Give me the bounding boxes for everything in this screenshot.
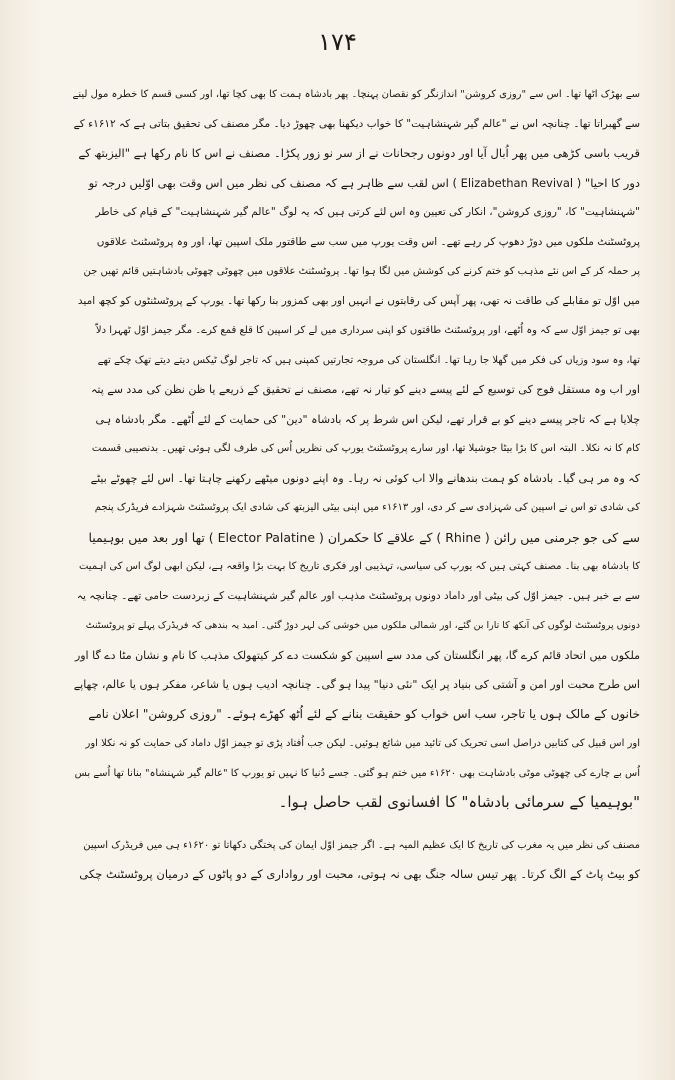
text-line: کی شادی تو اس نے اسپین کی شہزادی سے کر دی، اور ۱۶۱۳ء میں اپنی بیٹی الیزبتھ کی شادی ایک پروٹسٹنٹ شہزادے فریڈرک پنجم: [94, 502, 640, 513]
text-line: میں اوّل تو مقابلے کی طاقت نہ تھی، پھر آپس کی رقابتوں نے انہیں اور بھی کمزور بنا رکھا تھا۔ یورپ کے پروٹسٹنٹوں کو کچھ امید: [77, 294, 640, 307]
text-line: کو بیٹ پاٹ کے الگ کرتا۔ پھر تیس سالہ جنگ بھی نہ ہوتی، محبت اور رواداری کے دو پاٹوں کے درمیان پروٹسٹنٹ چکی: [79, 867, 640, 881]
text-line: اس طرح محبت اور امن و آشتی کی بنیاد پر ایک "نئی دنیا" پیدا ہو گی۔ چنانچہ ادیب ہوں یا شاعر، مفکر ہوں یا عالم، چھاپے: [73, 678, 640, 691]
text-line: سے بے خبر ہیں۔ جیمز اوّل کی بیٹی اور داماد دونوں پروٹسٹنٹ مذہب اور عالم گیر شہنشاہیت کے زبردست حامی تھے۔ چنانچہ یہ: [76, 589, 640, 602]
text-line: تھا، وہ سود وزیاں کی فکر میں گھلا جا رہا تھا۔ انگلستان کی مروجہ تجارتیں کمپنی ہیں کہ تاجر لوگ ٹیکس دیتے دیتے تھک چکے تھے: [97, 354, 640, 366]
page-number: ۱۷۴: [318, 28, 357, 56]
text-line: مصنف کی نظر میں یہ مغرب کی تاریخ کا ایک عظیم المیہ ہے۔ اگر جیمز اوّل ایمان کی پختگی دکھاتا تو ۱۶۲۰ء ہی میں فریڈرک اسپین: [83, 839, 640, 851]
text-line: بھی تو جیمز اوّل سے کہ وہ اُٹھے، اور پروٹسٹنٹ طاقتوں کو اپنی سرداری میں لے کر اسپین کا قلع قمع کرے۔ مگر جیمز اوّل ٹھہرا دلاّ: [95, 325, 640, 336]
text-line: اور اب وہ مستقل فوج کی توسیع کے لئے پیسے دینے کو تیار نہ تھے، مصنف نے تحقیق کے ذریعے یا ظن نظن کی مدد سے پتہ: [90, 383, 640, 396]
text-line: کا بادشاہ بھی بنا۔ مصنف کہتی ہیں کہ یورپ کی سیاسی، تہذیبی اور فکری تاریخ کا بہت بڑا واقعہ ہے، لیکن ابھی لوگ اس کی اہمیت: [78, 561, 640, 572]
text-line: اور اس قبیل کی کتابیں دراصل اسی تحریک کی تائید میں شائع ہوئیں۔ لیکن جب اُفتاد پڑی تو جیمز اوّل داماد کی حمایت کو نہ نکلا اور: [85, 738, 640, 749]
text-line: کہ وہ مر ہی گیا۔ بادشاہ کو ہمت بندھانے والا اب کوئی نہ رہا۔ وہ اپنے دونوں میٹھے رکھنے چاہتا تھا۔ اس لئے چھوٹے بیٹے: [90, 471, 640, 485]
paragraph: [72, 831, 640, 890]
text-line: پر حملہ کر کے اس نئے مذہب کو ختم کرنے کی کوشش میں لگا ہوا تھا۔ پروٹسٹنٹ علاقوں میں چھوٹی چھوٹی بادشاہتیں قائم تھیں جن: [83, 266, 640, 277]
paragraph-gap: [72, 818, 640, 831]
text-line: سے بھڑک اٹھا تھا۔ اس سے "روزی کروشن" اندازنگر کو نقصان پہنچا۔ پھر بادشاہ ہمت کا بھی کچا تھا، اور کسی قسم کا خطرہ مول لینے: [72, 89, 640, 100]
text-line: ملکوں میں اتحاد قائم کرے گا، پھر انگلستان کی مدد سے اسپین کو شکست دے کر کیتھولک مذہب کا نام و نشان مٹا دے گا اور: [74, 648, 640, 662]
text-line: "بوہیمیا کے سرمائی بادشاہ" کا افسانوی لقب حاصل ہوا۔: [278, 793, 640, 811]
text-line: کام کا نہ نکلا۔ البتہ اس کا بڑا بیٹا جوشیلا تھا، اور سارے پروٹسٹنٹ یورپ کی نظریں اُس کی طرف لگی ہوئی تھیں۔ بدنصیبی قسمت: [91, 443, 640, 454]
text-line: اُس بے چارے کی چھوٹی موٹی بادشاہت بھی ۱۶۲۰ء میں ختم ہو گئی۔ جسے دُنیا کا نہیں تو یورپ کا "عالم گیر شہنشاہ" بنانا تھا اُسے بس: [74, 767, 640, 779]
text-line: خانوں کے مالک ہوں یا تاجر، سب اس خواب کو حقیقت بنانے کے لئے اُٹھ کھڑے ہوئے۔ "روزی کروشن" اعلان نامے: [88, 706, 640, 721]
text-line: چلایا ہے کہ تاجر پیسے دینے کو بے قرار تھے، لیکن اس شرط پر کہ بادشاہ "دین" کی حمایت کے لئے اُٹھے۔ مگر بادشاہ ہی: [95, 412, 640, 426]
text-line: "شہنشاہیت" کا، "روزی کروشن"، انکار کی تعیین وہ اس لئے کرتی ہیں کہ یہ لوگ "عالم گیر شہنشاہیت" کے قیام کی خاطر: [95, 206, 640, 218]
paragraph: [72, 80, 640, 818]
text-line: دور کا احیا" ( Elizabethan Revival ) اس لقب سے ظاہر ہے کہ مصنف کی نظر میں اس وقت بھی اوّلیں درجہ تو: [88, 175, 640, 190]
text-line: دونوں پروٹسٹنٹ لوگوں کی آنکھ کا تارا بن گئے، اور شمالی ملکوں میں خوشی کی لہر دوڑ گئی۔ امید یہ بندھی کہ فریڈرک پہلے تو پروٹسٹنٹ: [85, 620, 640, 631]
text-line: سے کی جو جرمنی میں رائن ( Rhine ) کے علاقے کا حکمران ( Elector Palatine ) تھا اور بعد میں بوہیمیا: [88, 529, 640, 545]
text-line: قریب باسی کڑھی میں پھر اُبال آیا اور دونوں رجحانات نے از سر نو زور پکڑا۔ مصنف نے اس کا نام رکھا ہے "الیزبتھ کے: [78, 146, 640, 160]
text-line: پروٹسٹنٹ ملکوں میں دوڑ دھوپ کر رہے تھے۔ اس وقت یورپ میں سب سے طاقتور ملک اسپین تھا، اور وہ پروٹسٹنٹ علاقوں: [96, 235, 640, 248]
text-line: سے گھبراتا تھا۔ چنانچہ اس نے "عالم گیر شہنشاہیت" کا خواب دیکھنا بھی چھوڑ دیا۔ مگر مصنف کی تحقیق بتاتی ہے کہ ۱۶۱۲ء کے: [73, 117, 640, 130]
body-text: [72, 80, 640, 890]
